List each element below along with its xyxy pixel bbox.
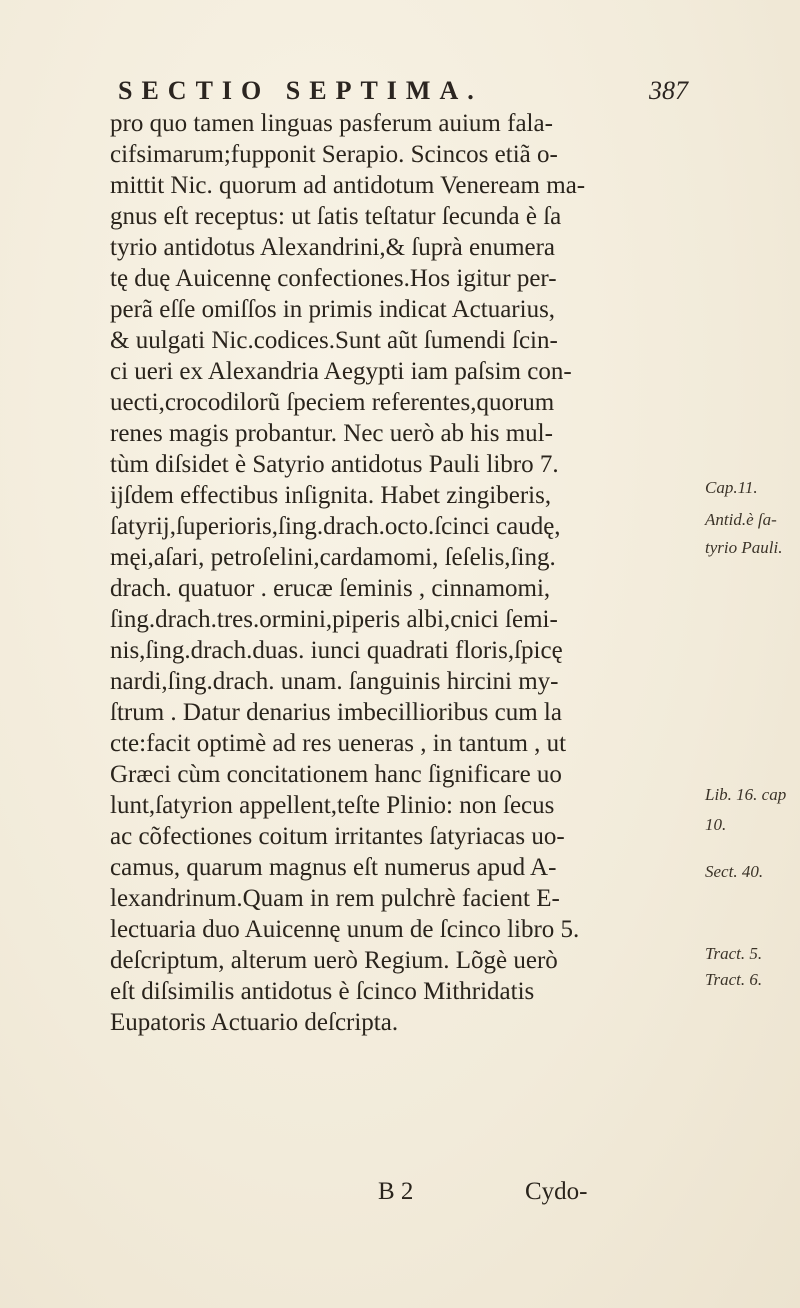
text-line: uecti,crocodilorũ ſpeciem referentes,quorum (110, 389, 555, 416)
margin-note: Sect. 40. (705, 862, 764, 881)
main-text-block (110, 108, 700, 1038)
text-line: ci ueri ex Alexandria Aegypti iam paſsim con- (110, 358, 572, 385)
text-line: męi,aſari, petroſelini,cardamomi, ſeſelis,ſing. (110, 544, 556, 571)
margin-note: Cap.11. (705, 478, 758, 497)
catchword: Cydo- (525, 1178, 588, 1205)
signature-mark: B 2 (378, 1178, 414, 1205)
text-line: lectuaria duo Auicennę unum de ſcinco libro 5. (110, 916, 580, 943)
text-line: gnus eſt receptus: ut ſatis teſtatur ſecunda è ſa (110, 203, 562, 230)
text-line: camus, quarum magnus eſt numerus apud A- (110, 854, 557, 881)
text-line: lunt,ſatyrion appellent,teſte Plinio: non ſecus (110, 792, 555, 819)
text-line: ſtrum . Datur denarius imbecillioribus cum la (110, 699, 562, 726)
margin-note: 10. (705, 815, 727, 834)
text-line: pro quo tamen linguas pasferum auium fala- (110, 110, 553, 137)
margin-note: Lib. 16. cap (705, 785, 787, 804)
margin-note: tyrio Pauli. (705, 538, 783, 557)
text-line: cte:facit optimè ad res ueneras , in tantum , ut (110, 730, 567, 757)
text-line: ijſdem effectibus inſignita. Habet zingiberis, (110, 482, 552, 509)
text-line: nardi,ſing.drach. unam. ſanguinis hircini my- (110, 668, 559, 695)
text-line: & uulgati Nic.codices.Sunt aũt ſumendi ſcin- (110, 327, 558, 354)
margin-note: Tract. 6. (705, 970, 763, 989)
margin-note: Tract. 5. (705, 944, 763, 963)
text-line: cifsimarum;fupponit Serapio. Scincos etiã o- (110, 141, 558, 168)
text-line: renes magis probantur. Nec uerò ab his mul- (110, 420, 553, 447)
margin-note: Antid.è ſa- (705, 510, 777, 529)
text-line: drach. quatuor . erucæ ſeminis , cinnamomi, (110, 575, 551, 602)
text-line: lexandrinum.Quam in rem pulchrè facient E- (110, 885, 560, 912)
text-line: mittit Nic. quorum ad antidotum Veneream ma- (110, 172, 586, 199)
text-line: ac cõfectiones coitum irritantes ſatyriacas uo- (110, 823, 565, 850)
text-line: tyrio antidotus Alexandrini,& ſuprà enumera (110, 234, 556, 261)
text-line: Eupatoris Actuario deſcripta. (110, 1009, 399, 1036)
page-footer (0, 1178, 800, 1218)
text-line: nis,ſing.drach.duas. iunci quadrati floris,ſpicę (110, 637, 563, 664)
page-number: 387 (649, 76, 688, 105)
text-line: ſing.drach.tres.ormini,piperis albi,cnici ſemi- (110, 606, 558, 633)
text-line: perã eſſe omiſſos in primis indicat Actuarius, (110, 296, 556, 323)
text-line: deſcriptum, alterum uerò Regium. Lõgè uerò (110, 947, 558, 974)
text-line: tę duę Auicennę confectiones.Hos igitur per- (110, 265, 557, 292)
running-title: SECTIO SEPTIMA. (118, 76, 483, 105)
text-line: eſt diſsimilis antidotus è ſcinco Mithridatis (110, 978, 535, 1005)
text-line: tùm diſsidet è Satyrio antidotus Pauli libro 7. (110, 451, 559, 478)
text-line: ſatyrij,ſuperioris,ſing.drach.octo.ſcinci caudę, (110, 513, 561, 540)
text-line: Græci cùm concitationem hanc ſignificare uo (110, 761, 562, 788)
